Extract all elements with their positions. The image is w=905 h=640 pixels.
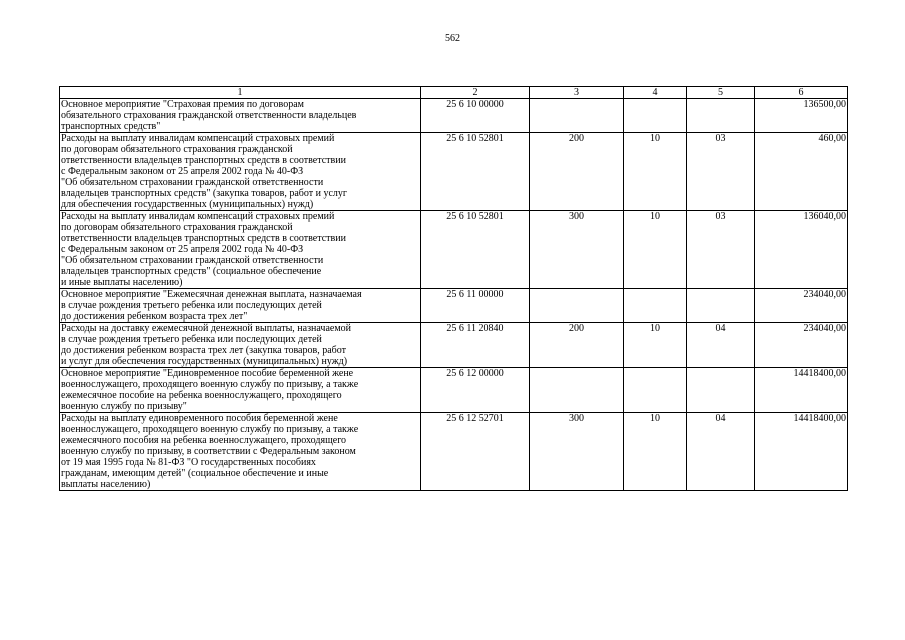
table-row <box>60 133 848 211</box>
row-col-3 <box>530 368 624 413</box>
row-code: 25 6 10 52801 <box>421 133 530 211</box>
row-col-4 <box>624 368 687 413</box>
row-name: Расходы на выплату единовременного пособия беременной жене военнослужащего, проходящего военную службу по призыву, а также ежемесячного пособия на ребенка военнослужащего, проходящего военную службу по призыву, в соответствии с Федеральным законом от 19 мая 1995 года № 81-ФЗ "О государственных пособиях гражданам, имеющим детей" (социальное обеспечение и иные выплаты населению) <box>60 413 421 491</box>
row-amount: 460,00 <box>755 133 848 211</box>
row-col-3 <box>530 289 624 323</box>
row-amount: 136040,00 <box>755 211 848 289</box>
budget-table <box>59 86 848 491</box>
row-col-5: 04 <box>687 323 755 368</box>
row-name: Расходы на выплату инвалидам компенсаций страховых премий по договорам обязательного страхования гражданской ответственности владельцев транспортных средств в соответствии с Федеральным законом от 25 апреля 2002 года № 40-ФЗ "Об обязательном страховании гражданской ответственности владельцев транспортных средств" (закупка товаров, работ и услуг для обеспечения государственных (муниципальных) нужд) <box>60 133 421 211</box>
row-col-4 <box>624 289 687 323</box>
row-col-3: 200 <box>530 133 624 211</box>
table-row <box>60 99 848 133</box>
row-code: 25 6 11 20840 <box>421 323 530 368</box>
row-name: Основное мероприятие "Страховая премия по договорам обязательного страхования гражданской ответственности владельцев транспортных средств" <box>60 99 421 133</box>
row-col-5: 03 <box>687 211 755 289</box>
row-code: 25 6 12 00000 <box>421 368 530 413</box>
row-name: Основное мероприятие "Ежемесячная денежная выплата, назначаемая в случае рождения третьего ребенка или последующих детей до достижения ребенком возраста трех лет" <box>60 289 421 323</box>
row-code: 25 6 10 52801 <box>421 211 530 289</box>
table-row <box>60 368 848 413</box>
row-name: Основное мероприятие "Единовременное пособие беременной жене военнослужащего, проходящего военную службу по призыву, а также ежемесячное пособие на ребенка военнослужащего, проходящего военную службу по призыву" <box>60 368 421 413</box>
row-name: Расходы на доставку ежемесячной денежной выплаты, назначаемой в случае рождения третьего ребенка или последующих детей до достижения ребенком возраста трех лет (закупка товаров, работ и услуг для обеспечения государственных (муниципальных) нужд) <box>60 323 421 368</box>
header-col-4: 4 <box>624 87 687 99</box>
page-number: 562 <box>445 33 460 44</box>
row-col-4: 10 <box>624 323 687 368</box>
header-col-3: 3 <box>530 87 624 99</box>
row-name: Расходы на выплату инвалидам компенсаций страховых премий по договорам обязательного страхования гражданской ответственности владельцев транспортных средств в соответствии с Федеральным законом от 25 апреля 2002 года № 40-ФЗ "Об обязательном страховании гражданской ответственности владельцев транспортных средств" (социальное обеспечение и иные выплаты населению) <box>60 211 421 289</box>
header-col-6: 6 <box>755 87 848 99</box>
row-col-5 <box>687 368 755 413</box>
row-col-5 <box>687 289 755 323</box>
row-col-4: 10 <box>624 211 687 289</box>
row-code: 25 6 12 52701 <box>421 413 530 491</box>
row-col-3: 300 <box>530 413 624 491</box>
row-amount: 14418400,00 <box>755 413 848 491</box>
table-row <box>60 289 848 323</box>
table-body <box>60 99 848 491</box>
table-row <box>60 211 848 289</box>
row-col-4: 10 <box>624 413 687 491</box>
table-header <box>60 87 848 99</box>
row-col-5 <box>687 99 755 133</box>
table-row <box>60 323 848 368</box>
row-col-3: 200 <box>530 323 624 368</box>
row-code: 25 6 10 00000 <box>421 99 530 133</box>
header-row <box>60 87 848 99</box>
row-col-3: 300 <box>530 211 624 289</box>
header-col-1: 1 <box>60 87 421 99</box>
header-col-2: 2 <box>421 87 530 99</box>
row-amount: 234040,00 <box>755 323 848 368</box>
row-col-4 <box>624 99 687 133</box>
row-amount: 136500,00 <box>755 99 848 133</box>
row-amount: 14418400,00 <box>755 368 848 413</box>
row-col-3 <box>530 99 624 133</box>
row-code: 25 6 11 00000 <box>421 289 530 323</box>
row-col-5: 03 <box>687 133 755 211</box>
header-col-5: 5 <box>687 87 755 99</box>
row-col-4: 10 <box>624 133 687 211</box>
row-amount: 234040,00 <box>755 289 848 323</box>
table-row <box>60 413 848 491</box>
row-col-5: 04 <box>687 413 755 491</box>
